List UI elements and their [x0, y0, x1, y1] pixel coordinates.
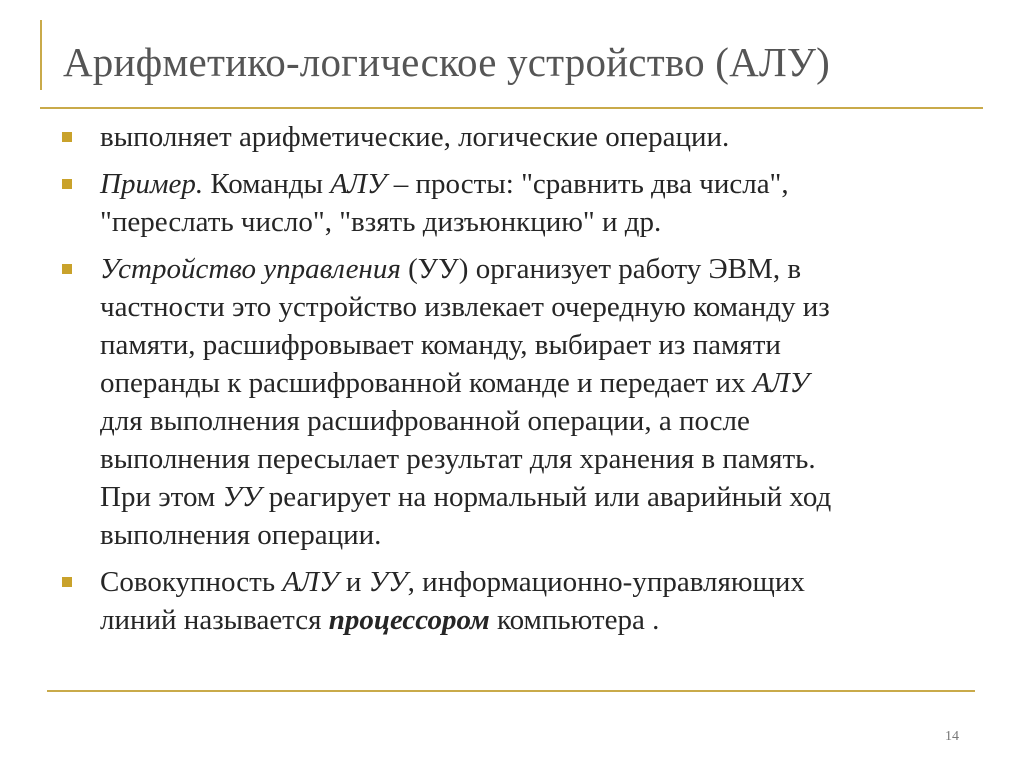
- italic-text: АЛУ: [752, 367, 810, 399]
- text-segment: операнды к расшифрованной команде и передает их: [100, 367, 753, 399]
- text-segment: выполнения операции.: [100, 519, 382, 551]
- text-segment: выполнения пересылает результат для хранения в память.: [100, 443, 816, 475]
- text-segment: для выполнения расшифрованной операции, а после: [100, 405, 750, 437]
- text-segment: выполняет арифметические, логические операции.: [100, 121, 730, 153]
- slide-title: Арифметико-логическое устройство (АЛУ): [63, 39, 831, 85]
- footer-divider: [47, 690, 975, 692]
- text-segment: памяти, расшифровывает команду, выбирает из памяти: [100, 329, 781, 361]
- text-line: [100, 440, 987, 478]
- italic-text: АЛУ: [330, 168, 387, 200]
- square-bullet-icon: [62, 179, 72, 189]
- italic-text: АЛУ: [282, 566, 339, 598]
- title-accent-line: [40, 20, 42, 90]
- italic-text: УУ: [368, 566, 408, 598]
- text-segment: реагирует на нормальный или аварийный ход: [261, 481, 832, 513]
- text-line: [100, 402, 987, 440]
- text-line: [100, 165, 987, 203]
- bold-text: процессором: [328, 604, 490, 636]
- text-segment: При этом: [100, 481, 223, 513]
- text-segment: (УУ) организует работу ЭВМ, в: [400, 253, 802, 285]
- text-segment: Совокупность: [100, 566, 283, 598]
- text-line: [100, 326, 987, 364]
- text-line: [100, 250, 987, 288]
- title-divider: [40, 107, 983, 109]
- italic-text: УУ: [222, 481, 262, 513]
- text-segment: – просты: "сравнить два числа",: [386, 168, 789, 200]
- square-bullet-icon: [62, 264, 72, 274]
- square-bullet-icon: [62, 577, 72, 587]
- text-segment: Команды: [203, 168, 331, 200]
- text-segment: компьютера .: [489, 604, 660, 636]
- text-line: [100, 601, 987, 639]
- text-line: [100, 364, 987, 402]
- text-segment: линий называется: [100, 604, 329, 636]
- bullet-item: [62, 563, 987, 639]
- text-line: [100, 516, 987, 554]
- italic-text: Пример.: [100, 168, 204, 200]
- text-segment: , информационно-управляющих: [407, 566, 805, 598]
- text-line: [100, 203, 987, 241]
- italic-text: Устройство управления: [100, 253, 401, 285]
- bullet-item: [62, 118, 987, 156]
- bullet-item: [62, 165, 987, 241]
- slide-content: [62, 118, 987, 648]
- text-line: [100, 563, 987, 601]
- text-segment: и: [338, 566, 369, 598]
- text-line: [100, 288, 987, 326]
- text-segment: "переслать число", "взять дизъюнкцию" и др.: [100, 206, 662, 238]
- page-number: 14: [945, 729, 959, 744]
- text-line: [100, 118, 987, 156]
- bullet-item: [62, 250, 987, 554]
- square-bullet-icon: [62, 132, 72, 142]
- text-line: [100, 478, 987, 516]
- text-segment: частности это устройство извлекает очередную команду из: [100, 291, 830, 323]
